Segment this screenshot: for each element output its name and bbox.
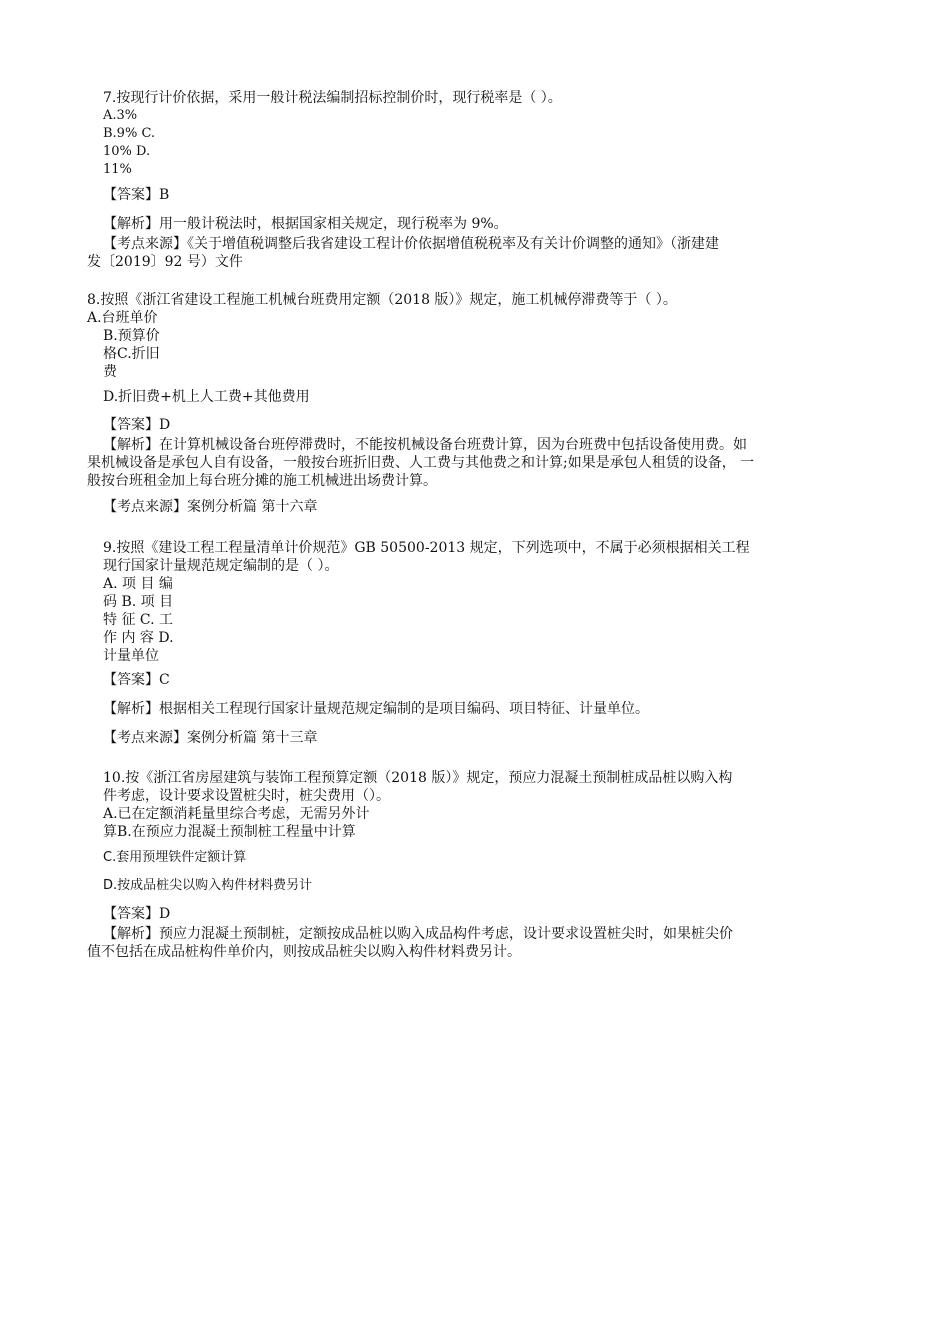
q8-option-line: 格C.折旧 (103, 346, 160, 362)
q10-stem-cont: 件考虑，设计要求设置桩尖时，桩尖费用（）。 (103, 788, 390, 804)
q9-option-line: A. 项 目 编 (103, 576, 173, 592)
q8-analysis-cont: 果机械设备是承包人自有设备，一般按台班折旧费、人工费与其他费之和计算;如果是承包人租赁的设备， 一 (87, 455, 755, 471)
q9-stem: 9.按照《建设工程工程量清单计价规范》GB 50500-2013 规定，下列选项中，不属于必须根据相关工程 (103, 540, 750, 556)
q10-option-line: A.已在定额消耗量里综合考虑，无需另外计 (103, 806, 370, 822)
q9-option-line: 特 征 C. 工 (103, 612, 174, 628)
q9-stem-cont: 现行国家计量规范规定编制的是（ ）。 (103, 558, 339, 574)
q8-option-line: B.预算价 (103, 328, 160, 344)
q8-stem: 8.按照《浙江省建设工程施工机械台班费用定额（2018 版）》规定，施工机械停滞费等于（ ）。 (87, 292, 677, 308)
q10-option-line: 算B.在预应力混凝土预制桩工程量中计算 (103, 824, 356, 840)
q10-analysis-cont: 值不包括在成品桩构件单价内，则按成品桩尖以购入构件材料费另计。 (87, 944, 521, 960)
q7-analysis: 【解析】用一般计税法时，根据国家相关规定，现行税率为 9%。 (103, 216, 508, 232)
q9-source: 【考点来源】案例分析篇 第十三章 (103, 730, 318, 746)
q10-option-c: C.套用预埋铁件定额计算 (103, 850, 247, 865)
q7-option-line: 11% (103, 162, 132, 177)
q8-option-d: D.折旧费+机上人工费+其他费用 (103, 389, 310, 405)
q7-option-line: B.9% C. (103, 126, 156, 141)
q8-source: 【考点来源】案例分析篇 第十六章 (103, 499, 318, 515)
q7-option-line: 10% D. (103, 144, 151, 159)
q8-analysis: 【解析】在计算机械设备台班停滞费时，不能按机械设备台班费计算，因为台班费中包括设备使用费。如 (103, 437, 747, 453)
q9-answer: 【答案】C (103, 672, 170, 688)
q7-option-line: A.3% (103, 108, 138, 123)
q9-analysis: 【解析】根据相关工程现行国家计量规范规定编制的是项目编码、项目特征、计量单位。 (103, 701, 649, 717)
q8-option-line: A.台班单价 (87, 310, 158, 326)
q7-source-cont: 发〔2019〕92 号）文件 (87, 254, 243, 270)
q10-stem: 10.按《浙江省房屋建筑与装饰工程预算定额（2018 版）》规定，预应力混凝土预制桩成品桩以购入构 (103, 770, 733, 786)
q8-option-line: 费 (103, 364, 117, 380)
q7-stem: 7.按现行计价依据，采用一般计税法编制招标控制价时，现行税率是（ ）。 (103, 90, 562, 106)
q9-option-line: 计量单位 (103, 648, 159, 664)
q7-source: 【考点来源】《关于增值税调整后我省建设工程计价依据增值税税率及有关计价调整的通知》（浙建建 (103, 236, 719, 252)
q8-answer: 【答案】D (103, 417, 171, 433)
q10-analysis: 【解析】预应力混凝土预制桩，定额按成品桩以购入成品构件考虑，设计要求设置桩尖时，如果桩尖价 (103, 926, 733, 942)
q8-analysis-cont: 般按台班租金加上每台班分摊的施工机械进出场费计算。 (87, 473, 437, 489)
q10-option-d: D.按成品桩尖以购入构件材料费另计 (103, 878, 313, 893)
q9-option-line: 码 B. 项 目 (103, 594, 174, 610)
q9-option-line: 作 内 容 D. (103, 630, 174, 646)
q7-answer: 【答案】B (103, 187, 170, 203)
q10-answer: 【答案】D (103, 906, 171, 922)
